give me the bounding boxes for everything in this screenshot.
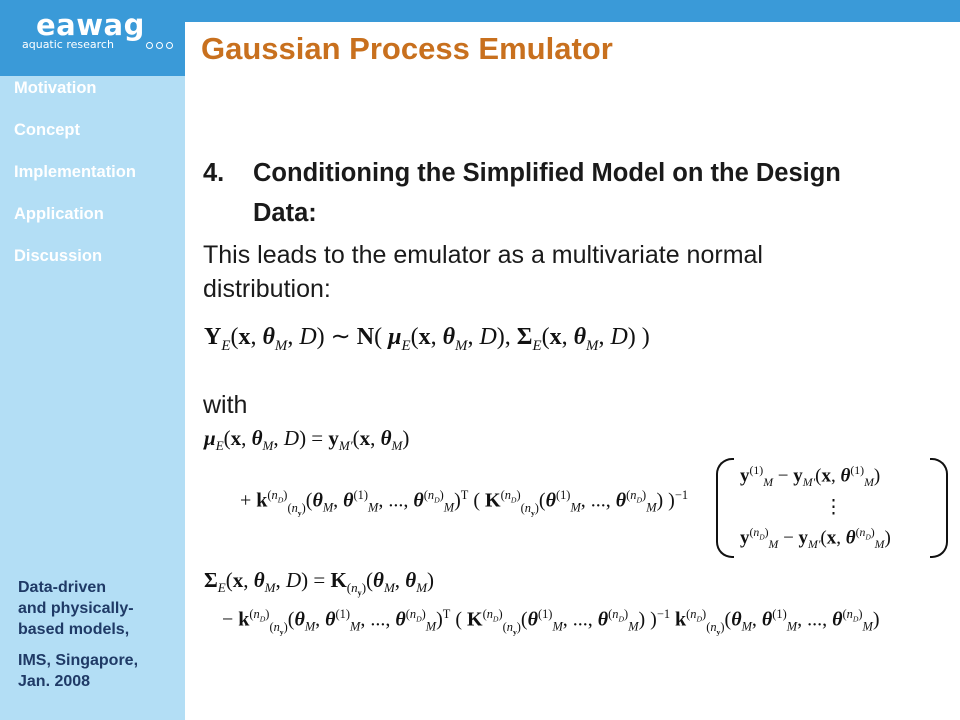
- heading-number: 4.: [203, 159, 225, 187]
- nav-item-application[interactable]: Application: [14, 205, 104, 223]
- residual-vector: $y^{(1)}_M - y_{M'}(x$, $\theta^{(1)}_M$) ⋮ $y^{(n_D)}_M - y_{M'}(x$, $\theta^{(n_D)}_M$): [716, 458, 948, 558]
- covariance-equation: $\Sigma_E(x$, $\theta_M$, $D) = K_{(n_y)}(\theta_M$, $\theta_M$): [204, 568, 435, 598]
- nav-item-motivation[interactable]: Motivation: [14, 79, 97, 97]
- mean-correction-term: + $k^{(n_D)}_{(n_y)}(\theta_M$, $\theta^{(1)}_M$, ..., $\theta^{(n_D)}_M)^T$ ( $K^{(n_D)}_{(n_y)}(\theta^{(1)}_M$, ..., $\theta^{(n_D)}_M$) )$^{-1}$: [240, 488, 689, 518]
- sidebar-nav: [14, 78, 136, 288]
- mean-equation: $\mu_E(x$, $\theta_M$, $D) = y_{M'}(x$, $\theta_M$): [204, 426, 410, 454]
- section-heading: [203, 153, 883, 233]
- footer-event: Data-driven and physically- based models,: [18, 579, 134, 638]
- intro-paragraph: This leads to the emulator as a multivariate normal distribution:: [203, 241, 763, 303]
- heading-text: Conditioning the Simplified Model on the Design Data:: [253, 159, 841, 227]
- footer-venue: IMS, Singapore, Jan. 2008: [18, 652, 139, 690]
- slide-title: Gaussian Process Emulator: [201, 31, 613, 66]
- logo-tagline: aquatic research: [22, 38, 114, 51]
- eawag-logo: [0, 0, 185, 76]
- covariance-correction-term: − $k^{(n_D)}_{(n_y)}(\theta_M$, $\theta^{(1)}_M$, ..., $\theta^{(n_D)}_M)^T$ ( $K^{(n_D)}_{(n_y)}(\theta^{(1)}_M$, ..., $\theta^{(n_D)}_M$) )$^{-1}$ $k^{(n_D)}_{(n_y)}(\theta_M$, $\theta^{(1)}_M$, ..., $\theta^{(n_D)}_M$): [222, 607, 880, 637]
- emulator-distribution-equation: $Y_E(x$, $\theta_M$, D) ∼ N( $\mu_E(x$, $\theta_M$, D), $\Sigma_E(x$, $\theta_M$, D) ): [204, 324, 650, 354]
- nav-item-implementation[interactable]: Implementation: [14, 163, 136, 181]
- logo-word: eawag: [36, 8, 145, 42]
- with-label: with: [203, 391, 248, 419]
- sidebar-footer: [18, 577, 138, 702]
- nav-item-discussion[interactable]: Discussion: [14, 247, 103, 265]
- nav-item-concept[interactable]: Concept: [14, 121, 80, 139]
- logo-dots-icon: [146, 42, 173, 49]
